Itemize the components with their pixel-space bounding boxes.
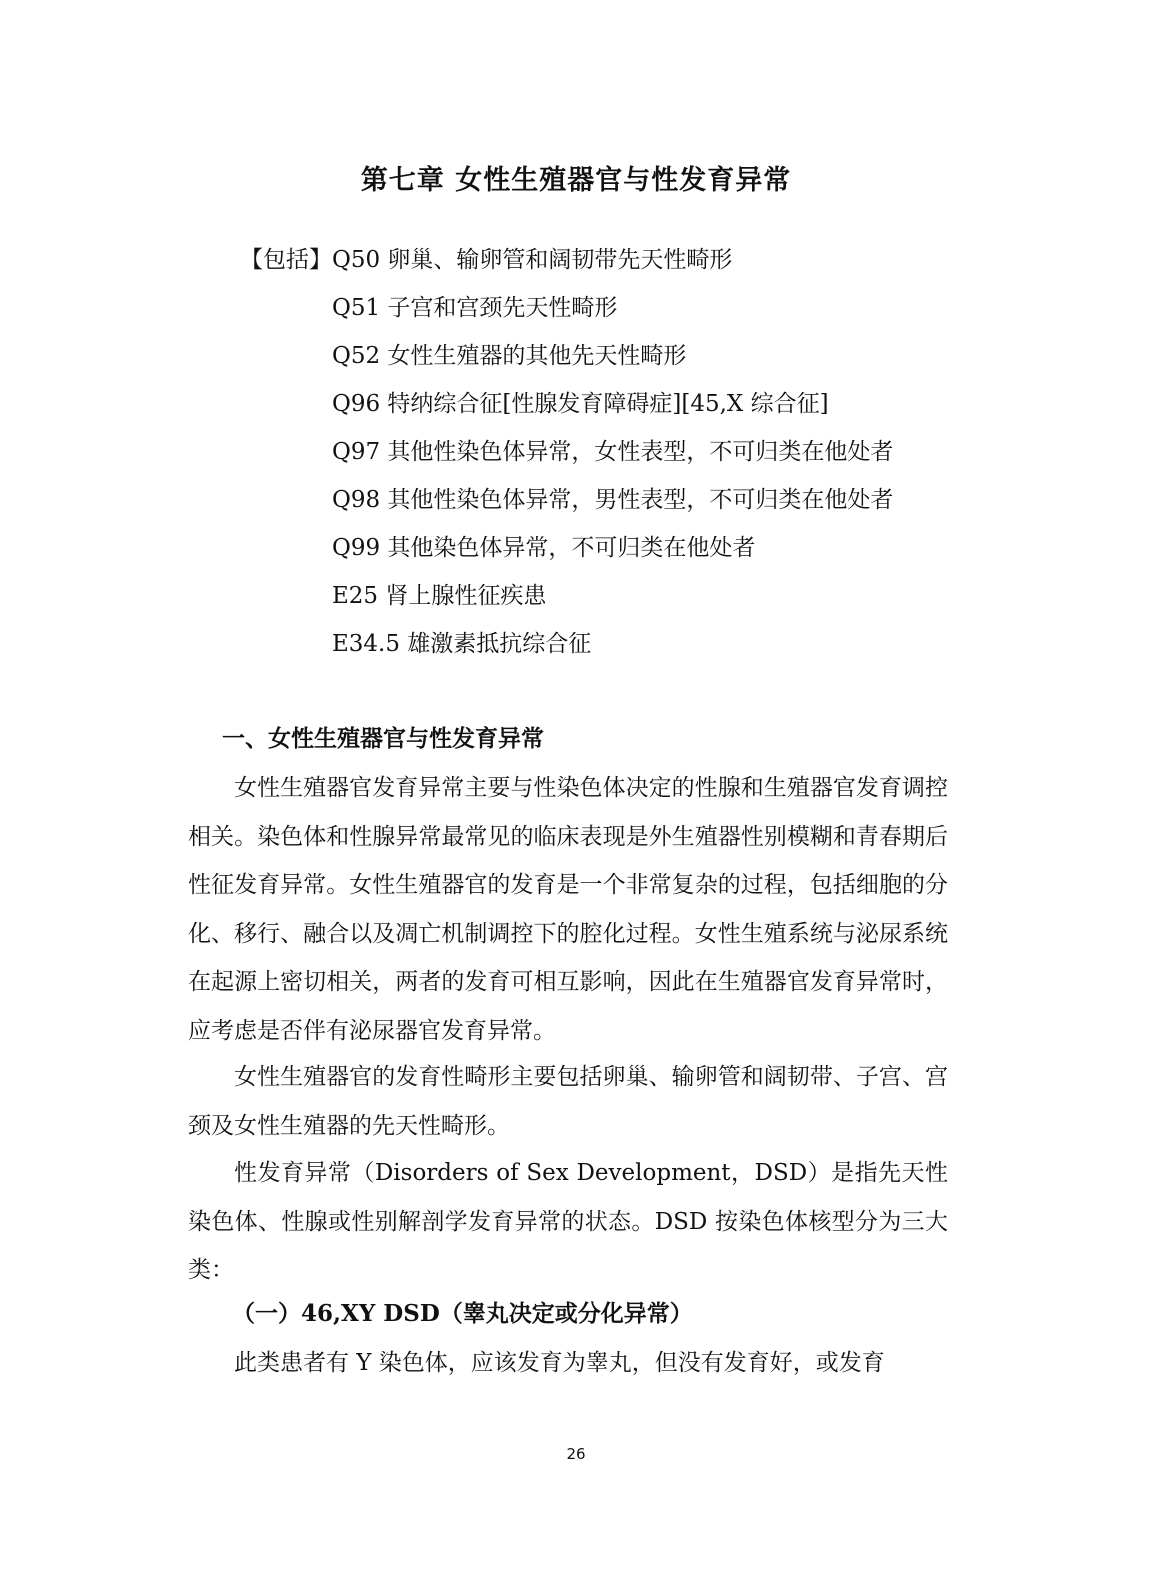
sub-heading: （一）46,XY DSD（睾丸决定或分化异常） bbox=[232, 1300, 693, 1327]
includes-item: E25 肾上腺性征疾患 bbox=[332, 583, 547, 609]
includes-item: Q96 特纳综合征[性腺发育障碍症][45,X 综合征] bbox=[332, 391, 829, 417]
includes-item: Q97 其他性染色体异常，女性表型，不可归类在他处者 bbox=[332, 439, 894, 465]
body-paragraph: 此类患者有 Y 染色体，应该发育为睾丸，但没有发育好，或发育 bbox=[234, 1350, 885, 1376]
body-paragraph: 女性生殖器官的发育性畸形主要包括卵巢、输卵管和阔韧带、子宫、宫颈及女性生殖器的先天性畸形。 bbox=[188, 1064, 948, 1139]
body-paragraph: 女性生殖器官发育异常主要与性染色体决定的性腺和生殖器官发育调控相关。染色体和性腺异常最常见的临床表现是外生殖器性别模糊和青春期后性征发育异常。女性生殖器官的发育是一个非常复杂的过程，包括细胞的分化、移行、融合以及凋亡机制调控下的腔化过程。女性生殖系统与泌尿系统在起源上密切相关，两者的发育可相互影响，因此在生殖器官发育异常时，应考虑是否伴有泌尿器官发育异常。 bbox=[188, 775, 948, 1044]
includes-item: Q50 卵巢、输卵管和阔韧带先天性畸形 bbox=[332, 247, 733, 273]
includes-item: Q51 子宫和宫颈先天性畸形 bbox=[332, 295, 618, 321]
body-paragraph: 性发育异常（Disorders of Sex Development，DSD）是指先天性染色体、性腺或性别解剖学发育异常的状态。DSD 按染色体核型分为三大类： bbox=[188, 1160, 948, 1283]
page-number: 26 bbox=[566, 1445, 586, 1463]
includes-item: Q52 女性生殖器的其他先天性畸形 bbox=[332, 343, 687, 369]
includes-item: Q99 其他染色体异常，不可归类在他处者 bbox=[332, 535, 756, 561]
includes-item: Q98 其他性染色体异常，男性表型，不可归类在他处者 bbox=[332, 487, 894, 513]
includes-item: E34.5 雄激素抵抗综合征 bbox=[332, 631, 592, 657]
chapter-title: 第七章 女性生殖器官与性发育异常 bbox=[360, 165, 792, 196]
includes-label: 【包括】 bbox=[240, 247, 332, 273]
section-heading: 一、女性生殖器官与性发育异常 bbox=[222, 725, 544, 752]
